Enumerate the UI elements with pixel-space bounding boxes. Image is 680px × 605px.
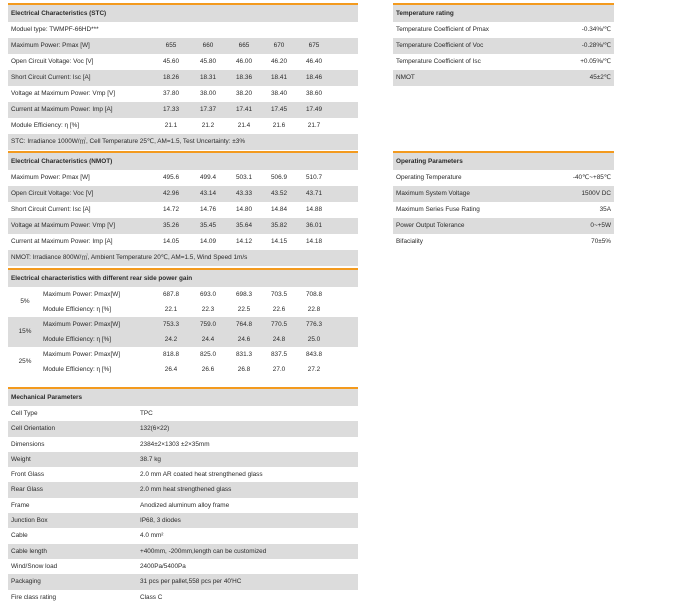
- mechanical-row-label: Front Glass: [11, 471, 45, 479]
- module-type: Moduel type: TWMPF-66HD***: [8, 22, 358, 38]
- rear-gain-percent: 25%: [18, 358, 32, 365]
- operating-row-label: Bifaciality: [396, 238, 423, 245]
- stc-row-value: 18.46: [306, 74, 322, 81]
- rear-gain-percent: 5%: [20, 298, 30, 305]
- nmot-row-value: 503.1: [236, 174, 252, 181]
- rear-gain-row-value: 843.8: [306, 351, 322, 358]
- nmot-row-value: 499.4: [200, 174, 216, 181]
- nmot-row-value: 35.82: [271, 222, 287, 229]
- rear-gain-row-value: 708.8: [306, 291, 322, 298]
- mechanical-row-value: 31 pcs per pallet,558 pcs per 40'HC: [140, 578, 242, 586]
- rear-gain-row-value: 24.2: [164, 336, 178, 343]
- nmot-row-value: 14.84: [271, 206, 287, 213]
- mechanical-row-label: Cell Type: [11, 410, 38, 417]
- mechanical-row: [8, 574, 358, 589]
- mechanical-row-value: IP68, 3 diodes: [140, 517, 181, 525]
- rear-gain-row-value: 22.3: [201, 306, 215, 313]
- rear-gain-row-label: Module Efficiency: η [%]: [43, 336, 112, 343]
- mechanical-row-label: Cell Orientation: [11, 425, 56, 433]
- temperature-row: [393, 38, 614, 54]
- mechanical-row: [8, 528, 358, 543]
- nmot-row-value: 14.72: [163, 206, 179, 213]
- nmot-row-value: 14.88: [306, 206, 322, 213]
- mechanical-row-label: Rear Glass: [11, 486, 43, 494]
- mechanical-row-label: Wind/Snow load: [11, 562, 58, 570]
- nmot-row: [8, 186, 358, 202]
- stc-row-label: Short Circuit Current: Isc [A]: [11, 74, 91, 81]
- rear-gain-row-value: 818.8: [163, 351, 179, 358]
- operating-row: [393, 218, 614, 234]
- nmot-row-value: 510.7: [306, 174, 322, 181]
- stc-row-value: 18.41: [271, 74, 287, 81]
- stc-row-value: 18.31: [200, 74, 216, 81]
- rear-gain-row-value: 703.5: [271, 291, 287, 298]
- stc-row-value: 675: [308, 42, 320, 49]
- rear-gain-group: [8, 287, 358, 317]
- operating-title: Operating Parameters: [393, 153, 614, 170]
- nmot-row-value: 35.45: [200, 222, 216, 229]
- nmot-row-label: Current at Maximum Power: Imp [A]: [11, 238, 113, 245]
- mechanical-row: [8, 437, 358, 452]
- nmot-row-value: 14.12: [236, 238, 252, 245]
- operating-row-label: Operating Temperature: [396, 174, 462, 181]
- stc-row-label: Open Circuit Voltage: Voc [V]: [11, 58, 94, 65]
- stc-row-value: 21.6: [272, 122, 286, 129]
- mechanical-row: [8, 406, 358, 421]
- nmot-row-label: Short Circuit Current: Isc [A]: [11, 206, 91, 213]
- nmot-row: [8, 202, 358, 218]
- rear-gain-group: [8, 317, 358, 347]
- rear-gain-row-label: Module Efficiency: η [%]: [43, 306, 112, 313]
- stc-row-value: 18.26: [163, 74, 179, 81]
- rear-gain-row-value: 753.3: [163, 321, 179, 328]
- rear-gain-row-value: 26.4: [164, 366, 178, 373]
- stc-row-value: 37.80: [163, 90, 179, 97]
- stc-row-value: 17.33: [163, 106, 179, 113]
- stc-row-value: 46.40: [306, 58, 322, 65]
- temperature-title: Temperature rating: [393, 5, 614, 22]
- mechanical-row: [8, 452, 358, 467]
- stc-row-label: Maximum Power: Pmax [W]: [11, 42, 90, 49]
- nmot-row-value: 35.64: [236, 222, 252, 229]
- rear-gain-row-value: 22.1: [164, 306, 178, 313]
- stc-row: [8, 54, 358, 70]
- nmot-row-value: 14.15: [271, 238, 287, 245]
- operating-row: [393, 186, 614, 202]
- mechanical-row-value: 38.7 kg: [140, 455, 161, 463]
- stc-row: [8, 70, 358, 86]
- stc-row-value: 46.20: [271, 58, 287, 65]
- temperature-row-value: -0.34%/℃: [581, 26, 611, 33]
- rear-gain-row-value: 770.5: [271, 321, 287, 328]
- mechanical-row-label: Packaging: [11, 578, 41, 586]
- operating-row-value: -40℃~+85℃: [572, 174, 611, 181]
- rear-gain-row-value: 22.8: [307, 306, 321, 313]
- mechanical-row-label: Fire class rating: [11, 593, 57, 601]
- nmot-row-value: 43.14: [200, 190, 216, 197]
- rear-gain-row-label: Maximum Power: Pmax[W]: [43, 291, 121, 298]
- stc-row-value: 17.37: [200, 106, 216, 113]
- nmot-row-value: 36.01: [306, 222, 322, 229]
- stc-row-value: 665: [238, 42, 250, 49]
- operating-table: [393, 151, 614, 250]
- mechanical-row-label: Cable: [11, 532, 28, 540]
- operating-row-label: Maximum System Voltage: [396, 190, 470, 197]
- rear-gain-row-value: 26.6: [201, 366, 215, 373]
- mechanical-row: [8, 498, 358, 513]
- operating-row-label: Maximum Series Fuse Rating: [396, 206, 480, 213]
- mechanical-row-value: Anodized aluminum alloy frame: [140, 501, 230, 509]
- rear-gain-row: [8, 317, 358, 332]
- rear-gain-row-value: 831.3: [236, 351, 252, 358]
- rear-gain-row-value: 25.0: [307, 336, 321, 343]
- stc-row-value: 17.41: [236, 106, 252, 113]
- mechanical-row-value: TPC: [140, 410, 153, 417]
- nmot-row-value: 42.96: [163, 190, 179, 197]
- nmot-row-value: 506.9: [271, 174, 287, 181]
- nmot-row-value: 14.09: [200, 238, 216, 245]
- stc-row-value: 660: [202, 42, 214, 49]
- temperature-row-label: NMOT: [396, 74, 415, 81]
- stc-row-value: 45.80: [200, 58, 216, 65]
- rear-gain-row-label: Module Efficiency: η [%]: [43, 366, 112, 373]
- temperature-row-label: Temperature Coefficient of Pmax: [396, 26, 489, 33]
- stc-note: STC: Irradiance 1000W/㎡, Cell Temperature 25℃, AM=1.5, Test Uncertainty: ±3%: [8, 134, 358, 150]
- rear-gain-group: [8, 347, 358, 377]
- rear-gain-title: Electrical characteristics with different rear side power gain: [8, 270, 358, 287]
- temperature-row-label: Temperature Coefficient of Isc: [396, 58, 481, 65]
- mechanical-row: [8, 559, 358, 574]
- stc-row-value: 17.49: [306, 106, 322, 113]
- rear-gain-row: [8, 347, 358, 362]
- mechanical-row-value: 2400Pa/5400Pa: [140, 562, 186, 570]
- mechanical-row-label: Dimensions: [11, 440, 45, 448]
- stc-row-value: 21.7: [307, 122, 321, 129]
- stc-row-value: 46.00: [236, 58, 252, 65]
- stc-row-value: 45.60: [163, 58, 179, 65]
- rear-gain-row-value: 24.8: [272, 336, 286, 343]
- nmot-row-value: 14.18: [306, 238, 322, 245]
- stc-row-value: 655: [165, 42, 177, 49]
- stc-row-value: 17.45: [271, 106, 287, 113]
- stc-row: [8, 86, 358, 102]
- temperature-row-value: +0.05%/℃: [580, 58, 611, 65]
- nmot-row-value: 495.6: [163, 174, 179, 181]
- rear-gain-row-value: 22.6: [272, 306, 286, 313]
- mechanical-row-value: 4.0 mm²: [140, 532, 164, 540]
- rear-gain-row-value: 26.8: [237, 366, 251, 373]
- operating-row-value: 0~+5W: [590, 222, 611, 229]
- nmot-row-value: 14.05: [163, 238, 179, 245]
- stc-row-value: 38.00: [200, 90, 216, 97]
- mechanical-row: [8, 421, 358, 436]
- rear-gain-percent: 15%: [18, 328, 32, 335]
- mechanical-row-value: +400mm, -200mm,length can be customized: [140, 547, 267, 555]
- rear-gain-row-value: 837.5: [271, 351, 287, 358]
- rear-gain-row-value: 22.5: [237, 306, 251, 313]
- mechanical-row-value: 2.0 mm heat strengthened glass: [140, 486, 232, 494]
- temperature-row: [393, 70, 614, 86]
- stc-table: [8, 3, 358, 150]
- rear-gain-row-value: 764.8: [236, 321, 252, 328]
- rear-gain-row-value: 693.0: [200, 291, 216, 298]
- temperature-row: [393, 22, 614, 38]
- nmot-note: NMOT: Irradiance 800W/㎡, Ambient Temperature 20℃, AM=1.5, Wind Speed 1m/s: [8, 250, 358, 266]
- mechanical-row: [8, 590, 358, 605]
- mechanical-row-label: Cable length: [11, 547, 47, 555]
- nmot-row-value: 14.76: [200, 206, 216, 213]
- stc-row-value: 38.60: [306, 90, 322, 97]
- mechanical-row-value: 2.0 mm AR coated heat strengthened glass: [140, 471, 263, 479]
- nmot-row: [8, 234, 358, 250]
- mechanical-table: [8, 387, 358, 605]
- stc-row-value: 21.2: [201, 122, 215, 129]
- rear-gain-row-value: 698.3: [236, 291, 252, 298]
- nmot-row: [8, 170, 358, 186]
- stc-row: [8, 102, 358, 118]
- temperature-table: [393, 3, 614, 86]
- nmot-row-value: 43.52: [271, 190, 287, 197]
- nmot-row-value: 35.26: [163, 222, 179, 229]
- rear-gain-row-label: Maximum Power: Pmax[W]: [43, 321, 121, 328]
- mechanical-row-value: Class C: [140, 593, 163, 601]
- rear-gain-row: [8, 332, 358, 347]
- stc-row-value: 38.20: [236, 90, 252, 97]
- nmot-title: Electrical Characteristics (NMOT): [8, 153, 358, 170]
- stc-row-value: 18.36: [236, 74, 252, 81]
- rear-gain-row: [8, 287, 358, 302]
- nmot-table: [8, 151, 358, 266]
- operating-row: [393, 234, 614, 250]
- stc-row-label: Module Efficiency: η [%]: [11, 122, 80, 129]
- rear-gain-row: [8, 302, 358, 317]
- temperature-row: [393, 54, 614, 70]
- rear-gain-row-value: 27.2: [307, 366, 321, 373]
- rear-gain-row-value: 759.0: [200, 321, 216, 328]
- operating-row: [393, 170, 614, 186]
- rear-gain-row-value: 24.4: [201, 336, 215, 343]
- rear-gain-row-value: 825.0: [200, 351, 216, 358]
- mechanical-row: [8, 513, 358, 528]
- rear-gain-row-value: 27.0: [272, 366, 286, 373]
- rear-gain-row-value: 687.8: [163, 291, 179, 298]
- stc-row-value: 670: [273, 42, 285, 49]
- nmot-row-value: 43.33: [236, 190, 252, 197]
- rear-gain-row: [8, 362, 358, 377]
- nmot-row-label: Open Circuit Voltage: Voc [V]: [11, 190, 94, 197]
- temperature-row-value: -0.28%/℃: [581, 42, 611, 49]
- operating-row: [393, 202, 614, 218]
- stc-row-value: 21.1: [164, 122, 178, 129]
- temperature-row-label: Temperature Coefficient of Voc: [396, 42, 484, 49]
- nmot-row-value: 43.71: [306, 190, 322, 197]
- stc-row-label: Current at Maximum Power: Imp [A]: [11, 106, 113, 113]
- operating-row-value: 35A: [599, 206, 611, 213]
- mechanical-row: [8, 467, 358, 482]
- mechanical-title: Mechanical Parameters: [8, 389, 358, 406]
- rear-gain-row-value: 776.3: [306, 321, 322, 328]
- nmot-row-value: 14.80: [236, 206, 252, 213]
- mechanical-row: [8, 482, 358, 497]
- rear-gain-table: [8, 268, 358, 377]
- stc-row-value: 21.4: [237, 122, 251, 129]
- operating-row-value: 70±5%: [591, 238, 611, 245]
- operating-row-value: 1500V DC: [581, 190, 611, 197]
- mechanical-row: [8, 544, 358, 559]
- nmot-row: [8, 218, 358, 234]
- mechanical-row-value: 132(6×22): [140, 425, 170, 433]
- mechanical-row-value: 2384±2×1303 ±2×35mm: [140, 440, 210, 448]
- mechanical-row-label: Frame: [11, 501, 30, 509]
- rear-gain-row-value: 24.6: [237, 336, 251, 343]
- stc-title: Electrical Characteristics (STC): [8, 5, 358, 22]
- nmot-row-label: Maximum Power: Pmax [W]: [11, 174, 90, 181]
- temperature-row-value: 45±2℃: [589, 74, 611, 81]
- mechanical-row-label: Junction Box: [11, 517, 48, 525]
- operating-row-label: Power Output Tolerance: [396, 222, 465, 229]
- rear-gain-row-label: Maximum Power: Pmax[W]: [43, 351, 121, 358]
- stc-row-value: 38.40: [271, 90, 287, 97]
- mechanical-row-label: Weight: [11, 455, 31, 463]
- stc-row: [8, 38, 358, 54]
- stc-row-label: Voltage at Maximum Power: Vmp [V]: [11, 90, 116, 97]
- stc-row: [8, 118, 358, 134]
- nmot-row-label: Voltage at Maximum Power: Vmp [V]: [11, 222, 116, 229]
